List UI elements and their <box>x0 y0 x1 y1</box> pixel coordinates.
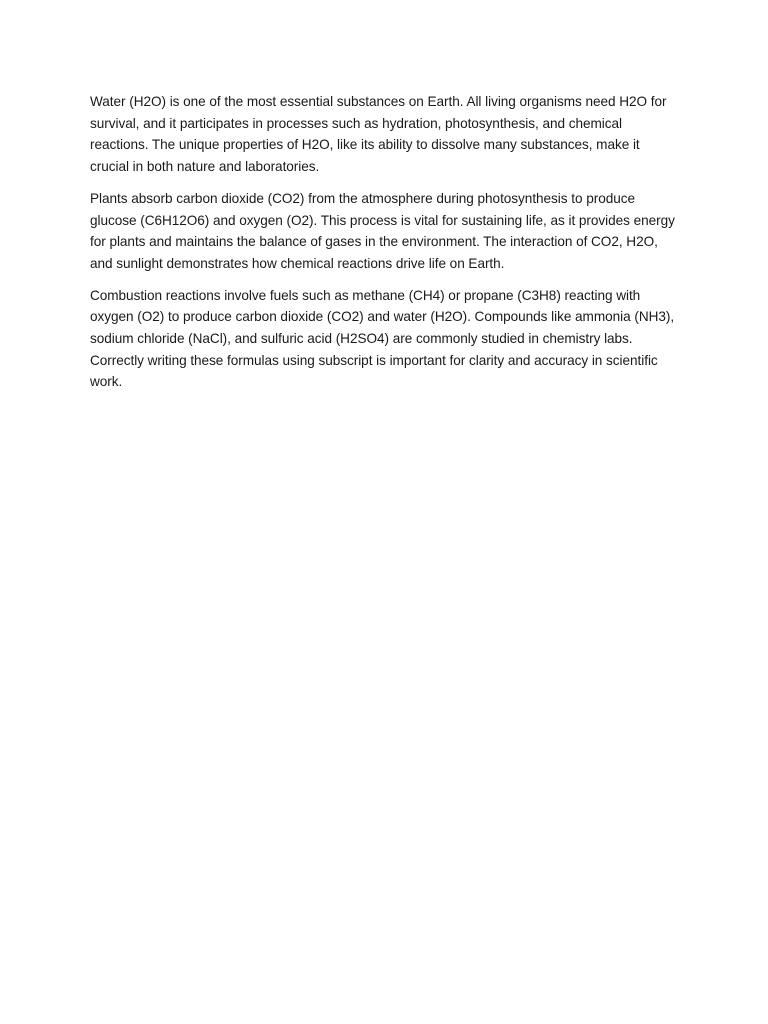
paragraph-photosynthesis: Plants absorb carbon dioxide (CO2) from the atmosphere during photosynthesis to produce glucose (C6H12O6) and oxygen (O2). This process is vital for sustaining life, as it provides energy for plants and maintains the balance of gases in the environment. The interaction of CO2, H2O, and sunlight demonstrates how chemical reactions drive life on Earth. <box>90 190 675 271</box>
paragraph-water: Water (H2O) is one of the most essential substances on Earth. All living organisms need H2O for survival, and it participates in processes such as hydration, photosynthesis, and chemical reactions. The unique properties of H2O, like its ability to dissolve many substances, make it crucial in both nature and laboratories. <box>90 94 667 175</box>
paragraph-combustion: Combustion reactions involve fuels such as methane (CH4) or propane (C3H8) reacting with oxygen (O2) to produce carbon dioxide (CO2) and water (H2O). Compounds like ammonia (NH3), sodium chloride (NaCl), and sulfuric acid (H2SO4) are commonly studied in chemistry labs. Correctly writing these formulas using subscript is important for clarity and accuracy in scientific work. <box>90 287 675 390</box>
document-body <box>90 91 680 403</box>
